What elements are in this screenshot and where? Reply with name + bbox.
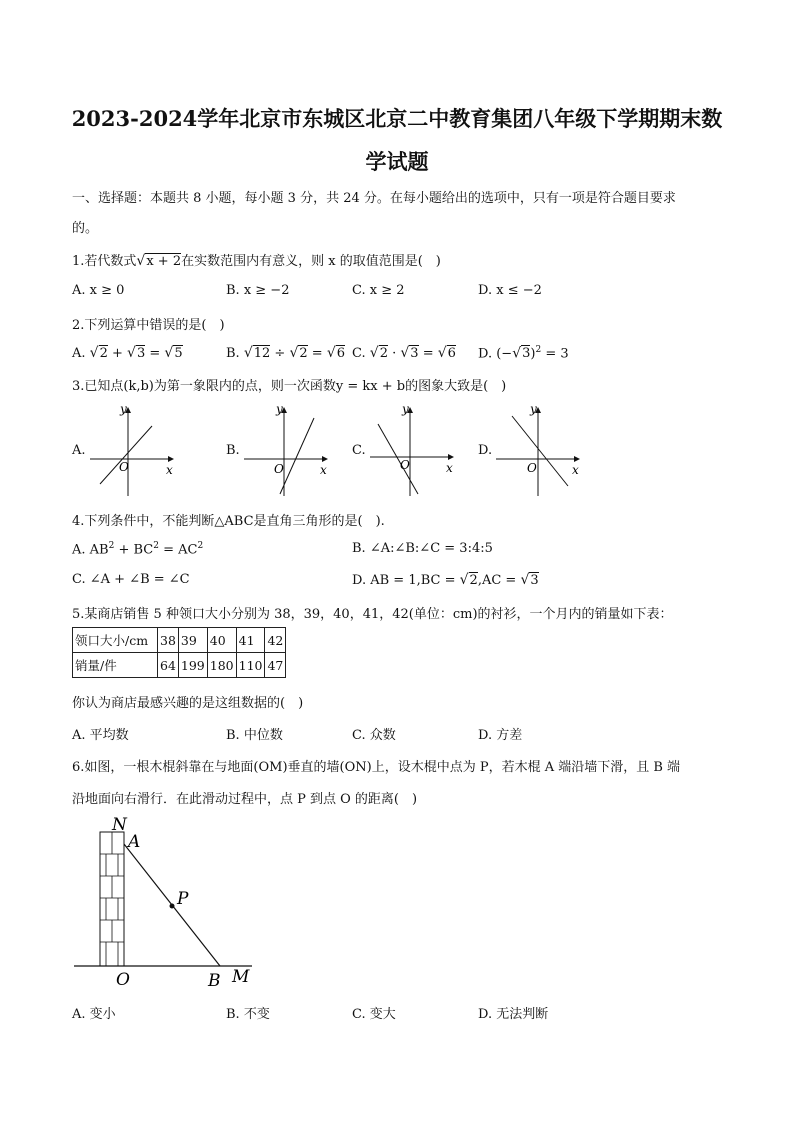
q2-d-post: ) bbox=[530, 346, 536, 362]
q1-post: 在实数范围内有意义，则 x 的取值范围是( ) bbox=[181, 254, 441, 269]
q4-d-t2: ,AC = bbox=[477, 573, 521, 588]
table-cell: 110 bbox=[236, 653, 265, 678]
q1-option-c: C. x ≥ 2 bbox=[352, 283, 405, 298]
q2-b-op: ÷ bbox=[270, 346, 290, 361]
q2-c-r3: 6 bbox=[447, 346, 456, 361]
q3-graph-c bbox=[366, 402, 458, 498]
label-o: O bbox=[116, 970, 130, 990]
q5-option-c: C. 众数 bbox=[352, 728, 396, 743]
q2-c-label: C. bbox=[352, 346, 366, 361]
q2-a-r3: 5 bbox=[174, 346, 183, 361]
q2-b-r1: 12 bbox=[253, 346, 271, 361]
section-instructions: 一、选择题：本题共 8 小题，每小题 3 分，共 24 分。在每小题给出的选项中，只有一项是符合题目要求 bbox=[72, 191, 676, 206]
q2-option-c: C. √2 · √3 = √6 bbox=[352, 345, 456, 361]
q2-b-r2: 2 bbox=[299, 346, 308, 361]
question-6-stem-cont: 沿地面向右滑行．在此滑动过程中，点 P 到点 O 的距离( ) bbox=[72, 792, 418, 807]
x-axis-label: x bbox=[572, 463, 579, 477]
q6-option-c: C. 变大 bbox=[352, 1007, 396, 1022]
q1-option-a: A. x ≥ 0 bbox=[72, 283, 125, 298]
q1-pre: 1.若代数式 bbox=[72, 254, 137, 269]
q6-option-d: D. 无法判断 bbox=[478, 1007, 549, 1022]
q2-a-op: + bbox=[107, 346, 128, 361]
q2-b-eq: = bbox=[307, 346, 327, 361]
q2-d-label: D. bbox=[478, 346, 493, 362]
q4-a-t1: A. AB bbox=[72, 542, 109, 558]
table-row bbox=[73, 628, 286, 653]
label-b: B bbox=[208, 971, 221, 990]
question-1-stem bbox=[72, 250, 441, 269]
q4-a-e2: 2 bbox=[153, 541, 159, 551]
origin-label: O bbox=[119, 460, 129, 474]
q2-option-b: B. √12 ÷ √2 = √6 bbox=[226, 345, 346, 361]
q4-a-e3: 2 bbox=[197, 541, 204, 551]
x-axis-label: x bbox=[320, 463, 327, 477]
page-title-line2: 学试题 bbox=[365, 149, 429, 174]
q2-d-r1: 3 bbox=[522, 346, 531, 362]
label-m: M bbox=[232, 967, 250, 987]
page-title: 2023-2024学年北京市东城区北京二中教育集团八年级下学期期末数 bbox=[71, 106, 723, 131]
q2-c-op: · bbox=[387, 346, 401, 361]
table-row bbox=[73, 653, 286, 678]
q2-a-label: A. bbox=[72, 346, 86, 361]
q2-d-exp: 2 bbox=[535, 345, 542, 355]
table-cell: 39 bbox=[178, 628, 207, 653]
q5-option-a: A. 平均数 bbox=[72, 728, 129, 743]
q2-option-d: D. $(-√3)^2 = 3$ bbox=[478, 345, 569, 362]
q4-d-t1: D. AB = 1,BC = bbox=[352, 573, 460, 588]
q1-option-b: B. x ≥ −2 bbox=[226, 283, 290, 298]
y-axis-label: y bbox=[530, 402, 537, 416]
q4-option-d: D. AB = 1,BC = √2,AC = √3 bbox=[352, 572, 539, 588]
table-cell: 199 bbox=[178, 653, 207, 678]
table-cell: 47 bbox=[265, 653, 286, 678]
table-cell: 40 bbox=[207, 628, 236, 653]
question-6-stem: 6.如图，一根木棍斜靠在与地面(OM)垂直的墙(ON)上，设木棍中点为 P，若木棍 A 端沿墙下滑，且 B 端 bbox=[72, 760, 681, 775]
y-axis-label: y bbox=[276, 402, 283, 416]
q6-option-b: B. 不变 bbox=[226, 1007, 270, 1022]
q3-label-d: D. bbox=[478, 443, 493, 458]
question-2-stem: 2.下列运算中错误的是( ) bbox=[72, 318, 225, 333]
sqrt-sign: √ bbox=[136, 253, 146, 269]
q6-option-a: A. 变小 bbox=[72, 1007, 116, 1022]
q4-a-e1: 2 bbox=[108, 541, 115, 551]
origin-label: O bbox=[400, 458, 410, 472]
question-3-stem: 3.已知点(k,b)为第一象限内的点，则一次函数y = kx + b的图象大致是( ) bbox=[72, 379, 507, 394]
x-axis-label: x bbox=[166, 463, 173, 477]
q2-a-eq: = bbox=[145, 346, 165, 361]
q2-d-eq: = 3 bbox=[541, 346, 569, 362]
y-axis-label: y bbox=[120, 402, 127, 416]
x-axis-label: x bbox=[446, 461, 453, 475]
q4-a-t2: + BC bbox=[114, 542, 154, 558]
q4-option-c: C. ∠A + ∠B = ∠C bbox=[72, 572, 190, 587]
q3-graph-a bbox=[86, 402, 178, 498]
section-instructions-cont: 的。 bbox=[72, 221, 99, 236]
q3-label-a: A. bbox=[72, 443, 86, 458]
q4-d-r2: 3 bbox=[530, 573, 539, 588]
q3-graph-d bbox=[492, 402, 584, 498]
q4-option-a bbox=[72, 541, 203, 557]
q2-c-eq: = bbox=[418, 346, 438, 361]
y-axis-label: y bbox=[402, 402, 409, 416]
q2-b-label: B. bbox=[226, 346, 240, 361]
table-cell: 42 bbox=[265, 628, 286, 653]
q2-d-pre: (− bbox=[496, 346, 513, 362]
q5-question: 你认为商店最感兴趣的是这组数据的( ) bbox=[72, 696, 304, 711]
q1-option-d: D. x ≤ −2 bbox=[478, 283, 542, 298]
ladder-figure bbox=[66, 810, 266, 990]
q2-a-r1: 2 bbox=[99, 346, 108, 361]
q3-graph-b bbox=[240, 402, 332, 498]
q5-option-b: B. 中位数 bbox=[226, 728, 283, 743]
table-header-cell: 领口大小/cm bbox=[73, 628, 158, 653]
label-n: N bbox=[112, 815, 127, 835]
q1-radicand: x + 2 bbox=[146, 254, 182, 269]
q2-a-r2: 3 bbox=[136, 346, 146, 361]
label-p: P bbox=[177, 889, 189, 909]
q4-a-t3: = AC bbox=[158, 542, 198, 558]
q4-option-b: B. ∠A:∠B:∠C = 3:4:5 bbox=[352, 541, 493, 556]
table-cell: 64 bbox=[158, 653, 179, 678]
table-cell: 38 bbox=[158, 628, 179, 653]
origin-label: O bbox=[274, 462, 284, 476]
table-cell: 180 bbox=[207, 653, 236, 678]
label-a: A bbox=[128, 832, 141, 852]
origin-label: O bbox=[527, 461, 537, 475]
q4-d-r1: 2 bbox=[469, 573, 478, 588]
table-header-cell: 销量/件 bbox=[73, 653, 158, 678]
table-cell: 41 bbox=[236, 628, 265, 653]
question-4-stem: 4.下列条件中，不能判断△ABC是直角三角形的是( ). bbox=[72, 514, 385, 529]
q2-b-r3: 6 bbox=[336, 346, 346, 361]
q2-c-r2: 3 bbox=[410, 346, 419, 361]
q3-label-c: C. bbox=[352, 443, 366, 458]
q3-label-b: B. bbox=[226, 443, 240, 458]
question-5-stem: 5.某商店销售 5 种领口大小分别为 38，39，40，41，42(单位：cm)的衬衫，一个月内的销量如下表： bbox=[72, 607, 673, 622]
q2-option-a: A. √2 + √3 = √5 bbox=[72, 345, 183, 361]
q5-option-d: D. 方差 bbox=[478, 728, 523, 743]
q2-c-r1: 2 bbox=[379, 346, 388, 361]
sales-table bbox=[72, 627, 286, 678]
